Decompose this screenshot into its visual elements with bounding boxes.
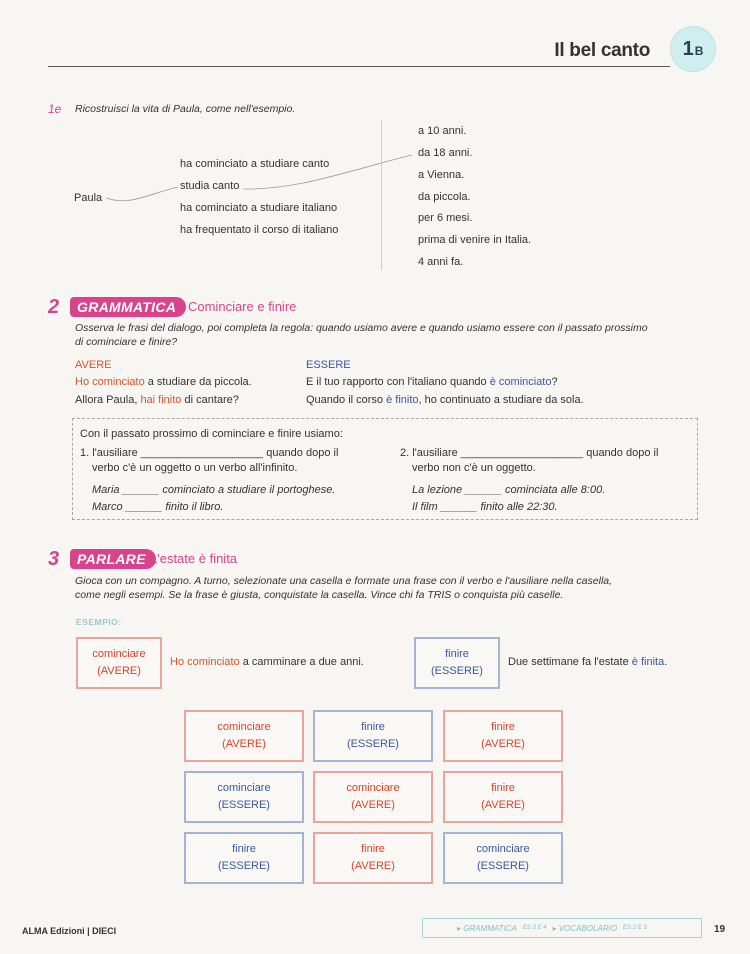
section-2-instruction-line1: Osserva le frasi del dialogo, poi completa la regola: quando usiamo avere e quando usiamo essere con il passato prossimo	[75, 322, 648, 334]
cell-aux: (ESSERE)	[431, 665, 483, 677]
references-box	[422, 918, 702, 938]
header-divider	[48, 66, 670, 67]
verb-item: studia canto	[180, 180, 240, 192]
publisher-label: ALMA Edizioni | DIECI	[22, 926, 117, 936]
cell-aux: (AVERE)	[481, 799, 525, 811]
sentence-rest: di cantare?	[181, 394, 239, 406]
cell-aux: (AVERE)	[222, 738, 266, 750]
cell-aux: (AVERE)	[351, 799, 395, 811]
cell-verb: finire	[232, 843, 256, 855]
subject-paula: Paula	[74, 192, 103, 204]
sentence-rest: .	[664, 656, 668, 668]
time-item: prima di venire in Italia.	[418, 234, 532, 246]
cell-verb: finire	[491, 721, 515, 733]
tris-cell[interactable]	[313, 832, 433, 884]
cell-verb: cominciare	[476, 843, 530, 855]
cell-aux: (ESSERE)	[347, 738, 399, 750]
page-title: Il bel canto	[554, 40, 650, 61]
tris-cell[interactable]	[184, 832, 304, 884]
unit-letter: B	[694, 44, 704, 58]
time-item: a Vienna.	[418, 169, 465, 181]
sentence-pre: Due settimane fa l'estate	[508, 656, 632, 668]
section-2-instruction-line2: di cominciare e finire?	[75, 336, 178, 348]
sentence-rest: ?	[551, 376, 558, 388]
sentence-pre: E il tuo rapporto con l'italiano quando	[306, 376, 490, 388]
cell-aux: (ESSERE)	[477, 860, 529, 872]
grammatica-badge: GRAMMATICA	[70, 297, 186, 317]
section-3-title: L'estate è finita	[150, 551, 238, 566]
verb-item: ha frequentato il corso di italiano	[180, 224, 339, 236]
rule-2-example-1: La lezione ______ cominciata alle 8:00.	[412, 484, 606, 496]
cell-verb: finire	[445, 648, 469, 660]
exercise-1e-instruction: Ricostruisci la vita di Paula, come nell'esempio.	[75, 103, 296, 115]
rule-2-line-a: 2. l'ausiliare ____________________ quando dopo il	[400, 447, 659, 459]
time-item: da piccola.	[418, 191, 471, 203]
highlight-verb: è finito	[386, 394, 419, 406]
cell-aux: (AVERE)	[351, 860, 395, 872]
sentence-pre: Quando il corso	[306, 394, 387, 406]
time-item: per 6 mesi.	[418, 212, 473, 224]
example-cell-cominciare-avere	[76, 637, 162, 689]
grammar-ref-numbers: ES 3 E 4	[522, 925, 547, 931]
tris-cell[interactable]	[313, 771, 433, 823]
cell-verb: finire	[361, 721, 385, 733]
exercise-number-1e: 1e	[48, 102, 62, 116]
tris-cell[interactable]	[443, 832, 563, 884]
example-cell-finire-essere	[414, 637, 500, 689]
highlight-verb: Ho cominciato	[170, 656, 240, 668]
rule-1-example-2: Marco ______ finito il libro.	[92, 501, 224, 513]
vocab-ref-numbers: ES 2 E 3	[623, 925, 647, 931]
example-sentence-1	[170, 656, 364, 668]
example-label: ESEMPIO:	[76, 617, 122, 627]
essere-example-1	[306, 376, 558, 388]
unit-badge	[670, 26, 716, 72]
avere-column-head: AVERE	[75, 359, 112, 371]
column-divider	[381, 120, 382, 270]
rule-1-line-a: 1. l'ausiliare ____________________ quando dopo il	[80, 447, 339, 459]
example-sentence-2	[508, 656, 667, 668]
section-number-2: 2	[48, 296, 60, 318]
rule-intro: Con il passato prossimo di cominciare e finire usiamo:	[80, 428, 343, 440]
page-number: 19	[714, 924, 726, 935]
section-2-title: Cominciare e finire	[188, 299, 297, 314]
rule-1-example-1: Maria ______ cominciato a studiare il portoghese.	[92, 484, 336, 496]
parlare-badge: PARLARE	[70, 549, 156, 569]
grammar-ref: ▸ GRAMMATICA	[457, 923, 517, 933]
unit-number: 1	[682, 37, 694, 60]
avere-example-1	[75, 376, 252, 388]
highlight-verb: Ho cominciato	[75, 376, 145, 388]
sentence-rest: a studiare da piccola.	[144, 376, 252, 388]
cell-verb: cominciare	[346, 782, 400, 794]
sentence-rest: , ho continuato a studiare da sola.	[418, 394, 584, 406]
rule-1-line-b: verbo c'è un oggetto o un verbo all'infinito.	[92, 462, 298, 474]
avere-example-2	[75, 394, 239, 406]
cell-verb: finire	[361, 843, 385, 855]
cell-verb: cominciare	[217, 721, 271, 733]
time-item: a 10 anni.	[418, 125, 467, 137]
highlight-verb: è finita	[631, 656, 665, 668]
cell-aux: (AVERE)	[97, 665, 141, 677]
rule-2-line-b: verbo non c'è un oggetto.	[412, 462, 536, 474]
tris-cell[interactable]	[184, 771, 304, 823]
highlight-verb: hai finito	[140, 394, 182, 406]
tris-cell[interactable]	[184, 710, 304, 762]
essere-example-2	[306, 394, 584, 406]
tris-cell[interactable]	[443, 710, 563, 762]
tris-cell[interactable]	[313, 710, 433, 762]
cell-aux: (ESSERE)	[218, 799, 270, 811]
sentence-rest: a camminare a due anni.	[239, 656, 364, 668]
verb-item: ha cominciato a studiare canto	[180, 158, 330, 170]
verb-item: ha cominciato a studiare italiano	[180, 202, 338, 214]
section-3-instruction-line1: Gioca con un compagno. A turno, selezionate una casella e formate una frase con il verbo e l'ausiliare nella casella,	[75, 575, 613, 587]
time-item: 4 anni fa.	[418, 256, 464, 268]
tris-cell[interactable]	[443, 771, 563, 823]
cell-aux: (AVERE)	[481, 738, 525, 750]
section-number-3: 3	[48, 548, 60, 570]
highlight-verb: è cominciato	[489, 376, 552, 388]
cell-verb: cominciare	[92, 648, 146, 660]
cell-aux: (ESSERE)	[218, 860, 270, 872]
cell-verb: cominciare	[217, 782, 271, 794]
time-item: da 18 anni.	[418, 147, 473, 159]
essere-column-head: ESSERE	[306, 359, 351, 371]
section-3-instruction-line2: come negli esempi. Se la frase è giusta, conquistate la casella. Vince chi fa TRIS o conquista più caselle.	[75, 589, 564, 601]
vocab-ref: ▸ VOCABOLARIO	[552, 923, 618, 933]
cell-verb: finire	[491, 782, 515, 794]
sentence-pre: Allora Paula,	[75, 394, 141, 406]
connector-paula-studia	[106, 187, 178, 201]
rule-2-example-2: Il film ______ finito alle 22:30.	[412, 501, 558, 513]
